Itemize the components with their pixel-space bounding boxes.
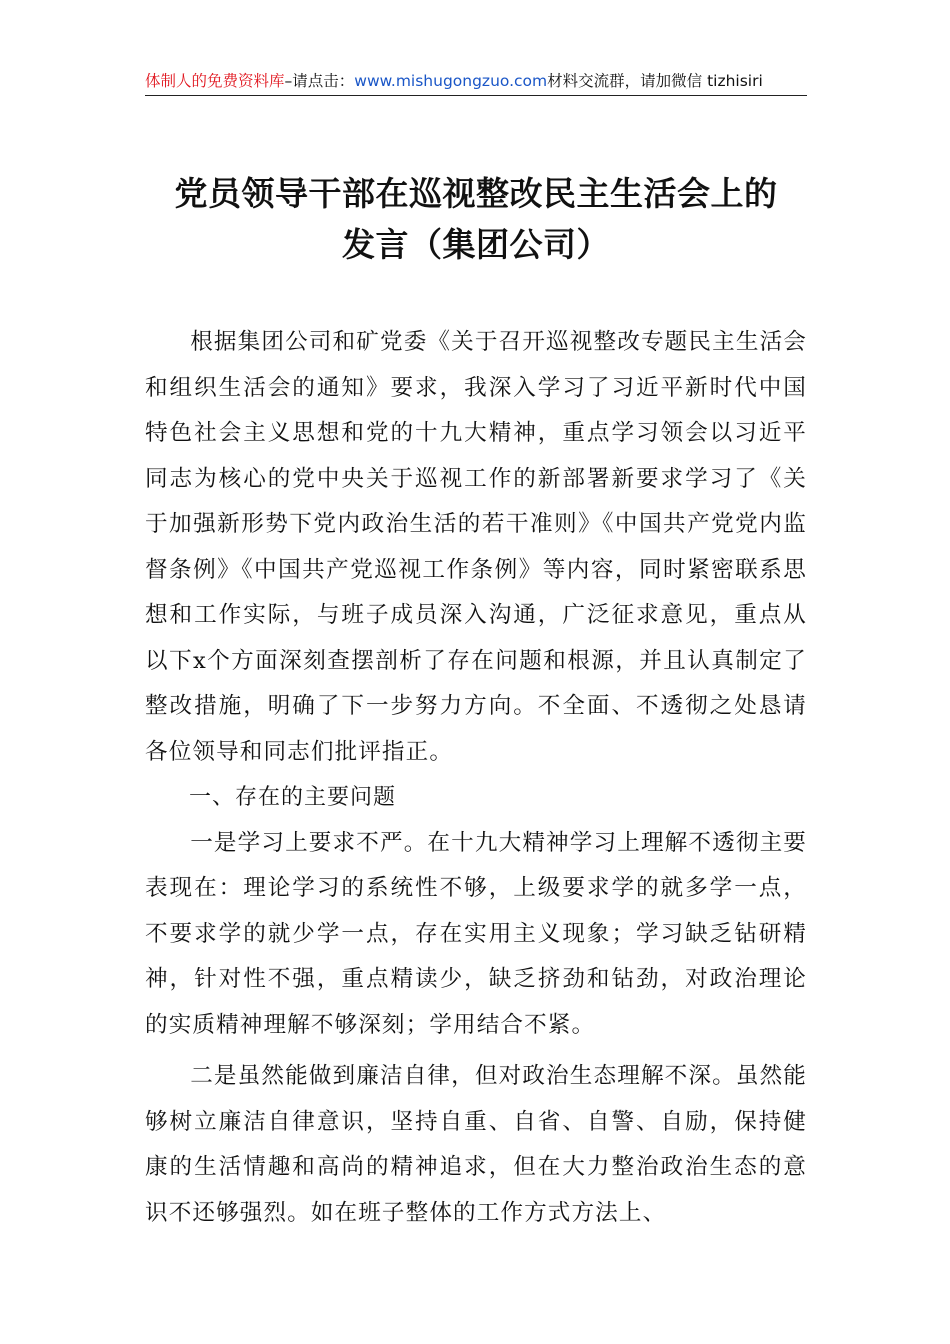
body-paragraph-1: 一是学习上要求不严。在十九大精神学习上理解不透彻主要表现在：理论学习的系统性不够，上级要求学的就多学一点，不要求学的就少学一点，存在实用主义现象；学习缺乏钻研精神，针对性不强，重点精读少，缺乏挤劲和钻劲，对政治理论的实质精神理解不够深刻；学用结合不紧。 bbox=[145, 829, 807, 1038]
page-header bbox=[145, 66, 807, 96]
header-brand: 体制人的免费资料库 bbox=[145, 72, 285, 90]
document-title bbox=[145, 168, 807, 270]
intro-paragraph: 根据集团公司和矿党委《关于召开巡视整改专题民主生活会和组织生活会的通知》要求，我深入学习了习近平新时代中国特色社会主义思想和党的十九大精神，重点学习领会以习近平同志为核心的党中央关于巡视工作的新部署新要求学习了《关于加强新形势下党内政治生活的若干准则》《中国共产党党内监督条例》《中国共产党巡视工作条例》等内容，同时紧密联系思想和工作实际，与班子成员深入沟通，广泛征求意见，重点从以下x个方面深刻查摆剖析了存在问题和根源，并且认真制定了整改措施，明确了下一步努力方向。不全面、不透彻之处恳请各位领导和同志们批评指正。 bbox=[145, 329, 807, 765]
header-prefix: –请点击： bbox=[284, 72, 355, 90]
title-line-1: 党员领导干部在巡视整改民主生活会上的 bbox=[174, 174, 778, 213]
header-note: 材料交流群，请加微信 tizhisiri bbox=[547, 72, 763, 90]
body-paragraph-2: 二是虽然能做到廉洁自律，但对政治生态理解不深。虽然能够树立廉洁自律意识，坚持自重、自省、自警、自励，保持健康的生活情趣和高尚的精神追求，但在大力整治政治生态的意识不还够强烈。如在班子整体的工作方式方法上、 bbox=[145, 1063, 807, 1226]
header-url-link[interactable]: www.mishugongzuo.com bbox=[354, 72, 548, 90]
title-line-2: 发言（集团公司） bbox=[342, 225, 610, 264]
section-heading: 一、存在的主要问题 bbox=[189, 785, 397, 810]
document-body bbox=[145, 320, 807, 1236]
